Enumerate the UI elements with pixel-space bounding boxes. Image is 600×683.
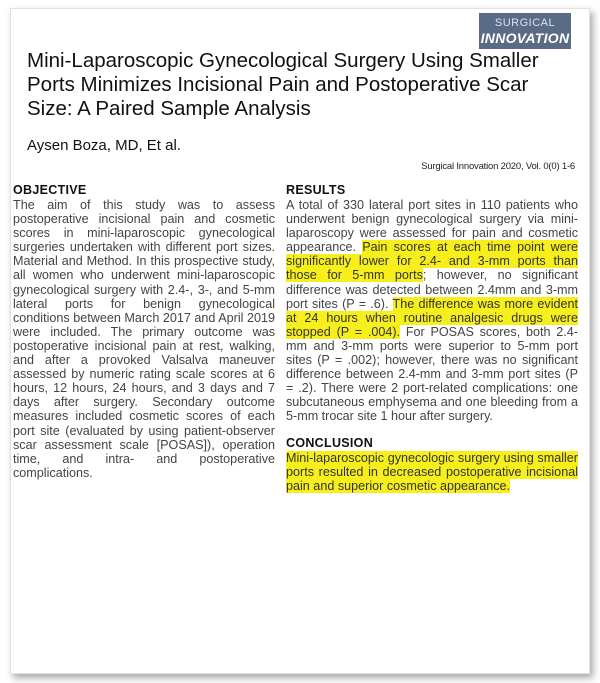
results-text-part-2: ; however, no significant difference was detected between 2.4mm and 3-mm port sites (P = .6).: [286, 268, 578, 311]
results-heading: RESULTS: [286, 183, 346, 197]
results-highlight-2: The difference was more evident at 24 hours when routine analgesic drugs were stopped (P = .004).: [286, 296, 578, 339]
logo-line-1: SURGICAL: [494, 17, 556, 29]
objective-text: The aim of this study was to assess postoperative incisional pain and cosmetic scores in mini-laparoscopic gynecological surgeries undertaken with different port sizes. Material and Method. In this prospective study, all women who underwent mini-laparoscopic gynecological surgery with 2.4-, 3-, and 5-mm lateral ports for benign gynecological conditions between March 2017 and April 2019 were included. The primary outcome was postoperative incisional pain at rest, walking, and after a provoked Valsalva maneuver assessed by numeric rating scale scores at 6 hours, 12 hours, 24 hours, and 3 days and 7 days after surgery. Secondary outcome measures included cosmetic scores of each port site (evaluated by using patient-observer scar assessment scale [POSAS]), operation time, and intra- and postoperative complications.: [13, 198, 275, 480]
journal-logo: [479, 13, 571, 49]
left-column: [13, 183, 275, 480]
abstract-page: [10, 8, 590, 674]
results-highlight-1: Pain scores at each time point were significantly lower for 2.4- and 3-mm ports than those for 5-mm ports: [286, 240, 578, 283]
paper-author: Aysen Boza, MD, Et al.: [27, 137, 181, 154]
results-text: [286, 198, 578, 424]
conclusion-highlight: Mini-laparoscopic gynecologic surgery using smaller ports resulted in decreased postoperative incisional pain and superior cosmetic appearance.: [286, 450, 578, 493]
results-text-part-1: A total of 330 lateral port sites in 110 patients who underwent benign gynecological surgery via mini-laparoscopy were assessed for pain and cosmetic appearance.: [286, 198, 578, 255]
conclusion-heading: CONCLUSION: [286, 435, 374, 450]
results-text-part-3: For POSAS scores, both 2.4-mm and 3-mm ports were superior to 5-mm port sites (P = .002); however, there was no significant difference between 2.4-mm and 3-mm port sites (P = .2). There were 2 port-related complications: one subcutaneous emphysema and one bleeding from a 5-mm trocar site 1 hour after surgery.: [286, 324, 578, 424]
objective-heading: OBJECTIVE: [13, 183, 87, 197]
right-column: [286, 183, 578, 493]
conclusion-text: [286, 451, 578, 493]
journal-citation: Surgical Innovation 2020, Vol. 0(0) 1-6: [421, 161, 575, 172]
logo-line-2: INNOVATION: [480, 30, 570, 46]
paper-title: Mini-Laparoscopic Gynecological Surgery Using Smaller Ports Minimizes Incisional Pain and Postoperative Scar Size: A Paired Sample Analysis: [27, 49, 539, 120]
